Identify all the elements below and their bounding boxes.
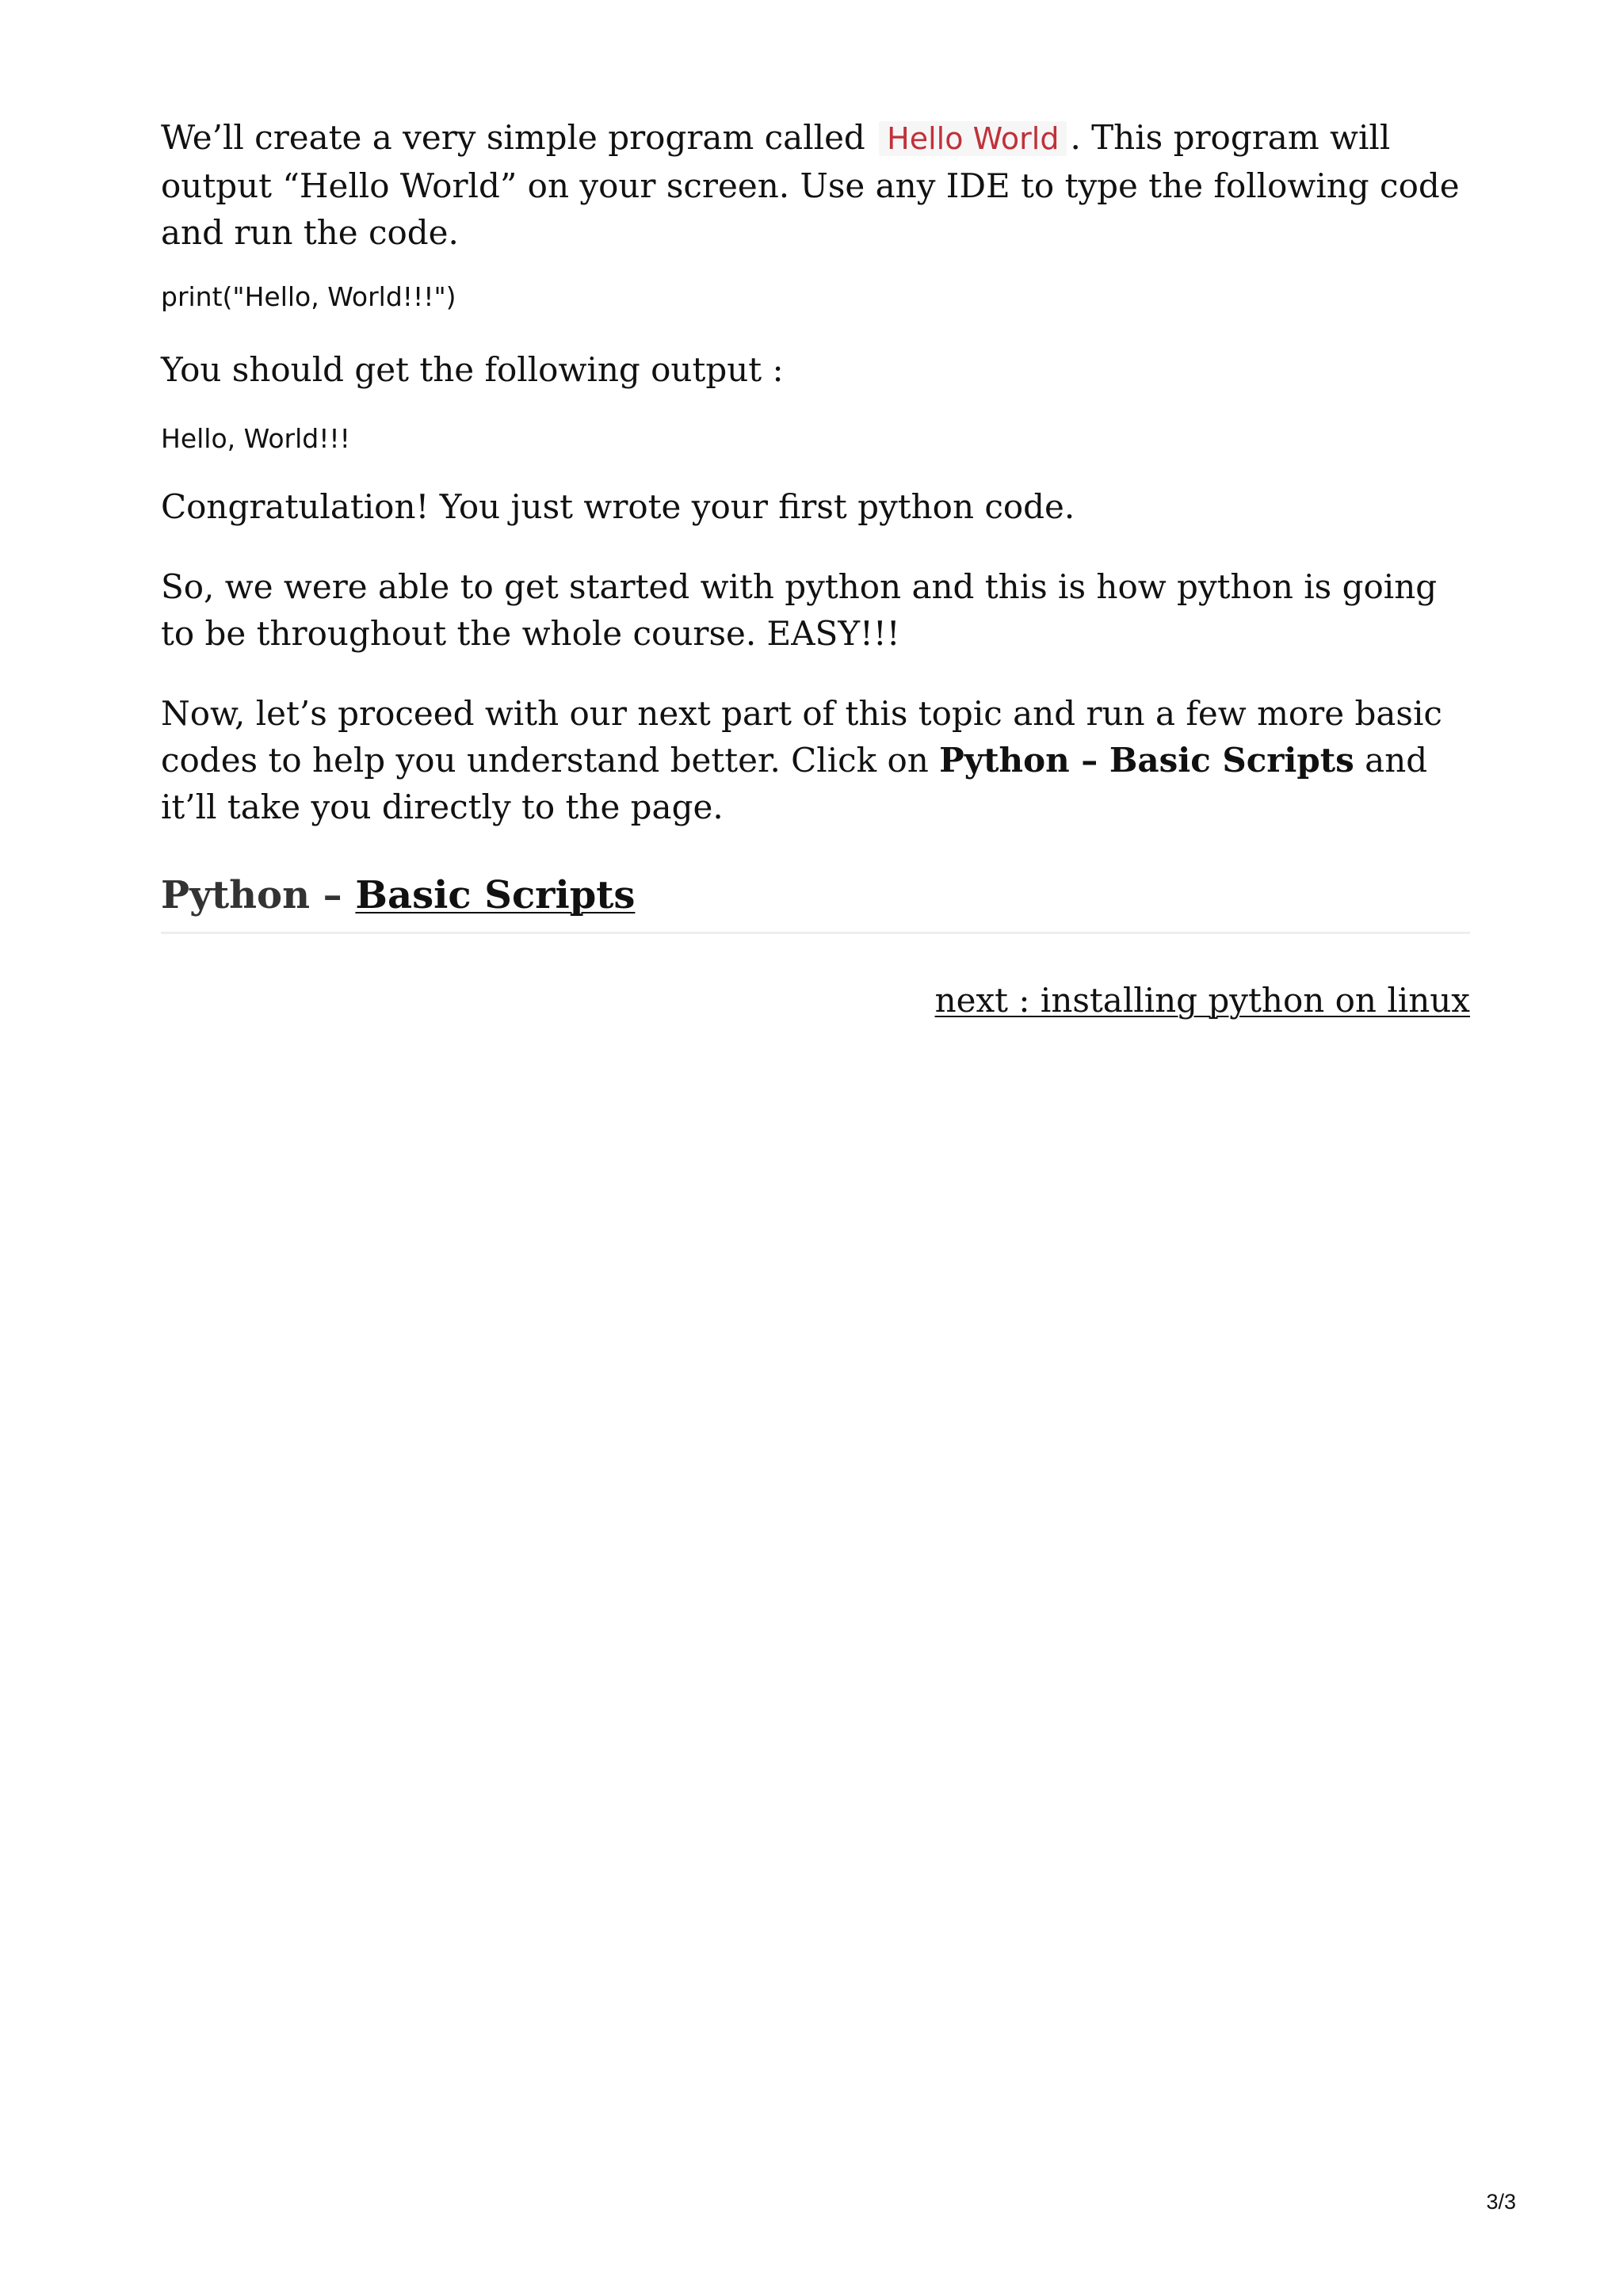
basic-scripts-link[interactable]: Basic Scripts (355, 873, 636, 917)
related-heading-prefix: Python – (161, 873, 342, 917)
intro-text-before: We’ll create a very simple program called (161, 118, 865, 157)
proceed-text-before: Now, let’s proceed with our next part of this topic and run a few more basic codes to help you understand better. Click on (161, 694, 1442, 780)
code-block-print: print("Hello, World!!!") (161, 281, 456, 312)
proceed-text-after: and it’ll take you directly to the page. (161, 741, 1428, 826)
output-intro-paragraph: You should get the following output : (161, 350, 784, 389)
proceed-paragraph (161, 690, 1470, 830)
intro-text-after: . This program will output “Hello World” on your screen. Use any IDE to type the following code and run the code. (161, 118, 1460, 252)
next-page-link[interactable]: next : installing python on linux (934, 981, 1470, 1020)
next-link-container (161, 977, 1470, 1024)
article-content (161, 114, 1470, 1024)
related-heading (161, 870, 1470, 934)
easy-paragraph: So, we were able to get started with python and this is how python is going to be throughout the whole course. EASY!!! (161, 567, 1438, 653)
congrats-paragraph: Congratulation! You just wrote your first python code. (161, 487, 1075, 526)
code-block-output: Hello, World!!! (161, 423, 350, 454)
intro-paragraph (161, 114, 1470, 256)
page-number: 3/3 (1486, 2190, 1516, 2214)
proceed-bold-link-text: Python – Basic Scripts (939, 741, 1354, 780)
inline-code-hello-world: Hello World (879, 121, 1067, 156)
